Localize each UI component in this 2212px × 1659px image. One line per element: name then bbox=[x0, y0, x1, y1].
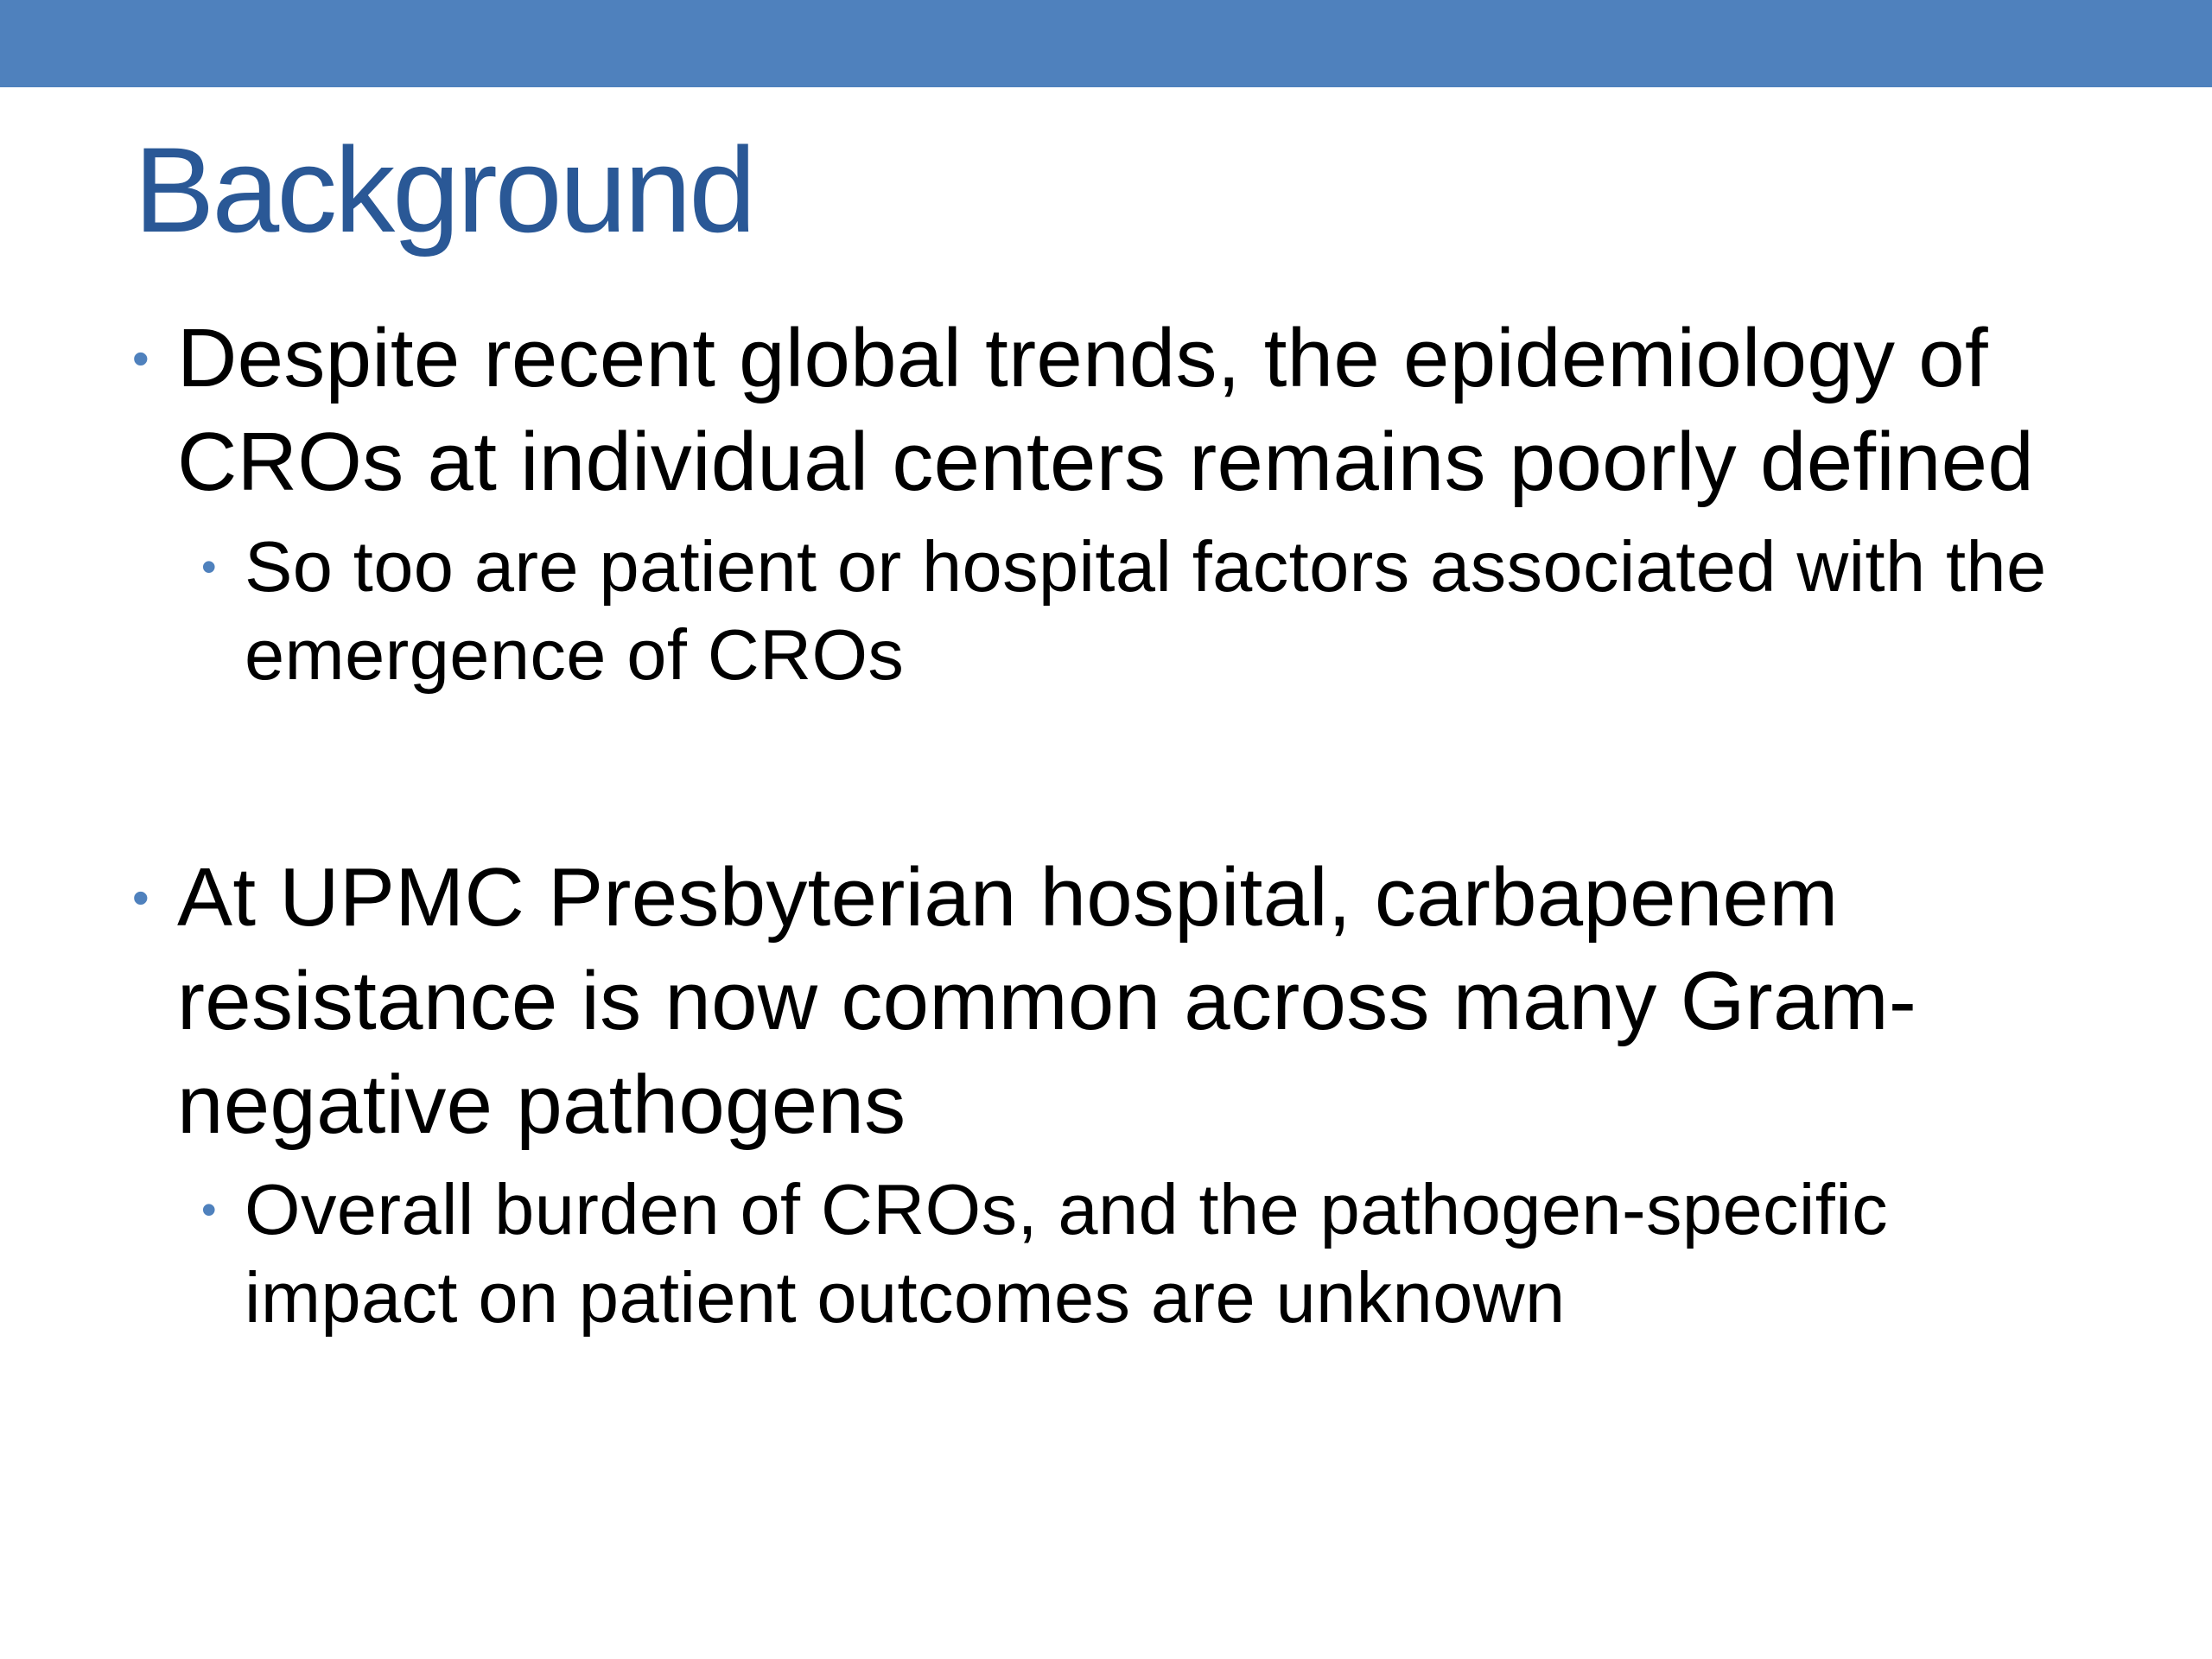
bullet-item bbox=[130, 307, 2108, 514]
slide-title: Background bbox=[134, 122, 754, 257]
bullet-dot-icon: • bbox=[201, 543, 217, 591]
bullet-list bbox=[130, 307, 2108, 1342]
bullet-text: At UPMC Presbyterian hospital, carbapenem resistance is now common across many Gram-negative pathogens bbox=[177, 851, 1917, 1151]
sub-bullet-item bbox=[130, 523, 2108, 699]
bullet-dot-icon: • bbox=[201, 1185, 217, 1234]
sub-bullet-text: So too are patient or hospital factors associated with the emergence of CROs bbox=[245, 526, 2047, 695]
sub-bullet-text: Overall burden of CROs, and the pathogen-specific impact on patient outcomes are unknown bbox=[245, 1169, 1888, 1338]
bullet-dot-icon: • bbox=[132, 870, 149, 925]
sub-bullet-item bbox=[130, 1166, 2108, 1342]
bullet-dot-icon: • bbox=[132, 331, 149, 385]
bullet-item bbox=[130, 846, 2108, 1157]
bullet-text: Despite recent global trends, the epidemiology of CROs at individual centers remains poorly defined bbox=[177, 312, 2035, 508]
header-band bbox=[0, 0, 2212, 87]
